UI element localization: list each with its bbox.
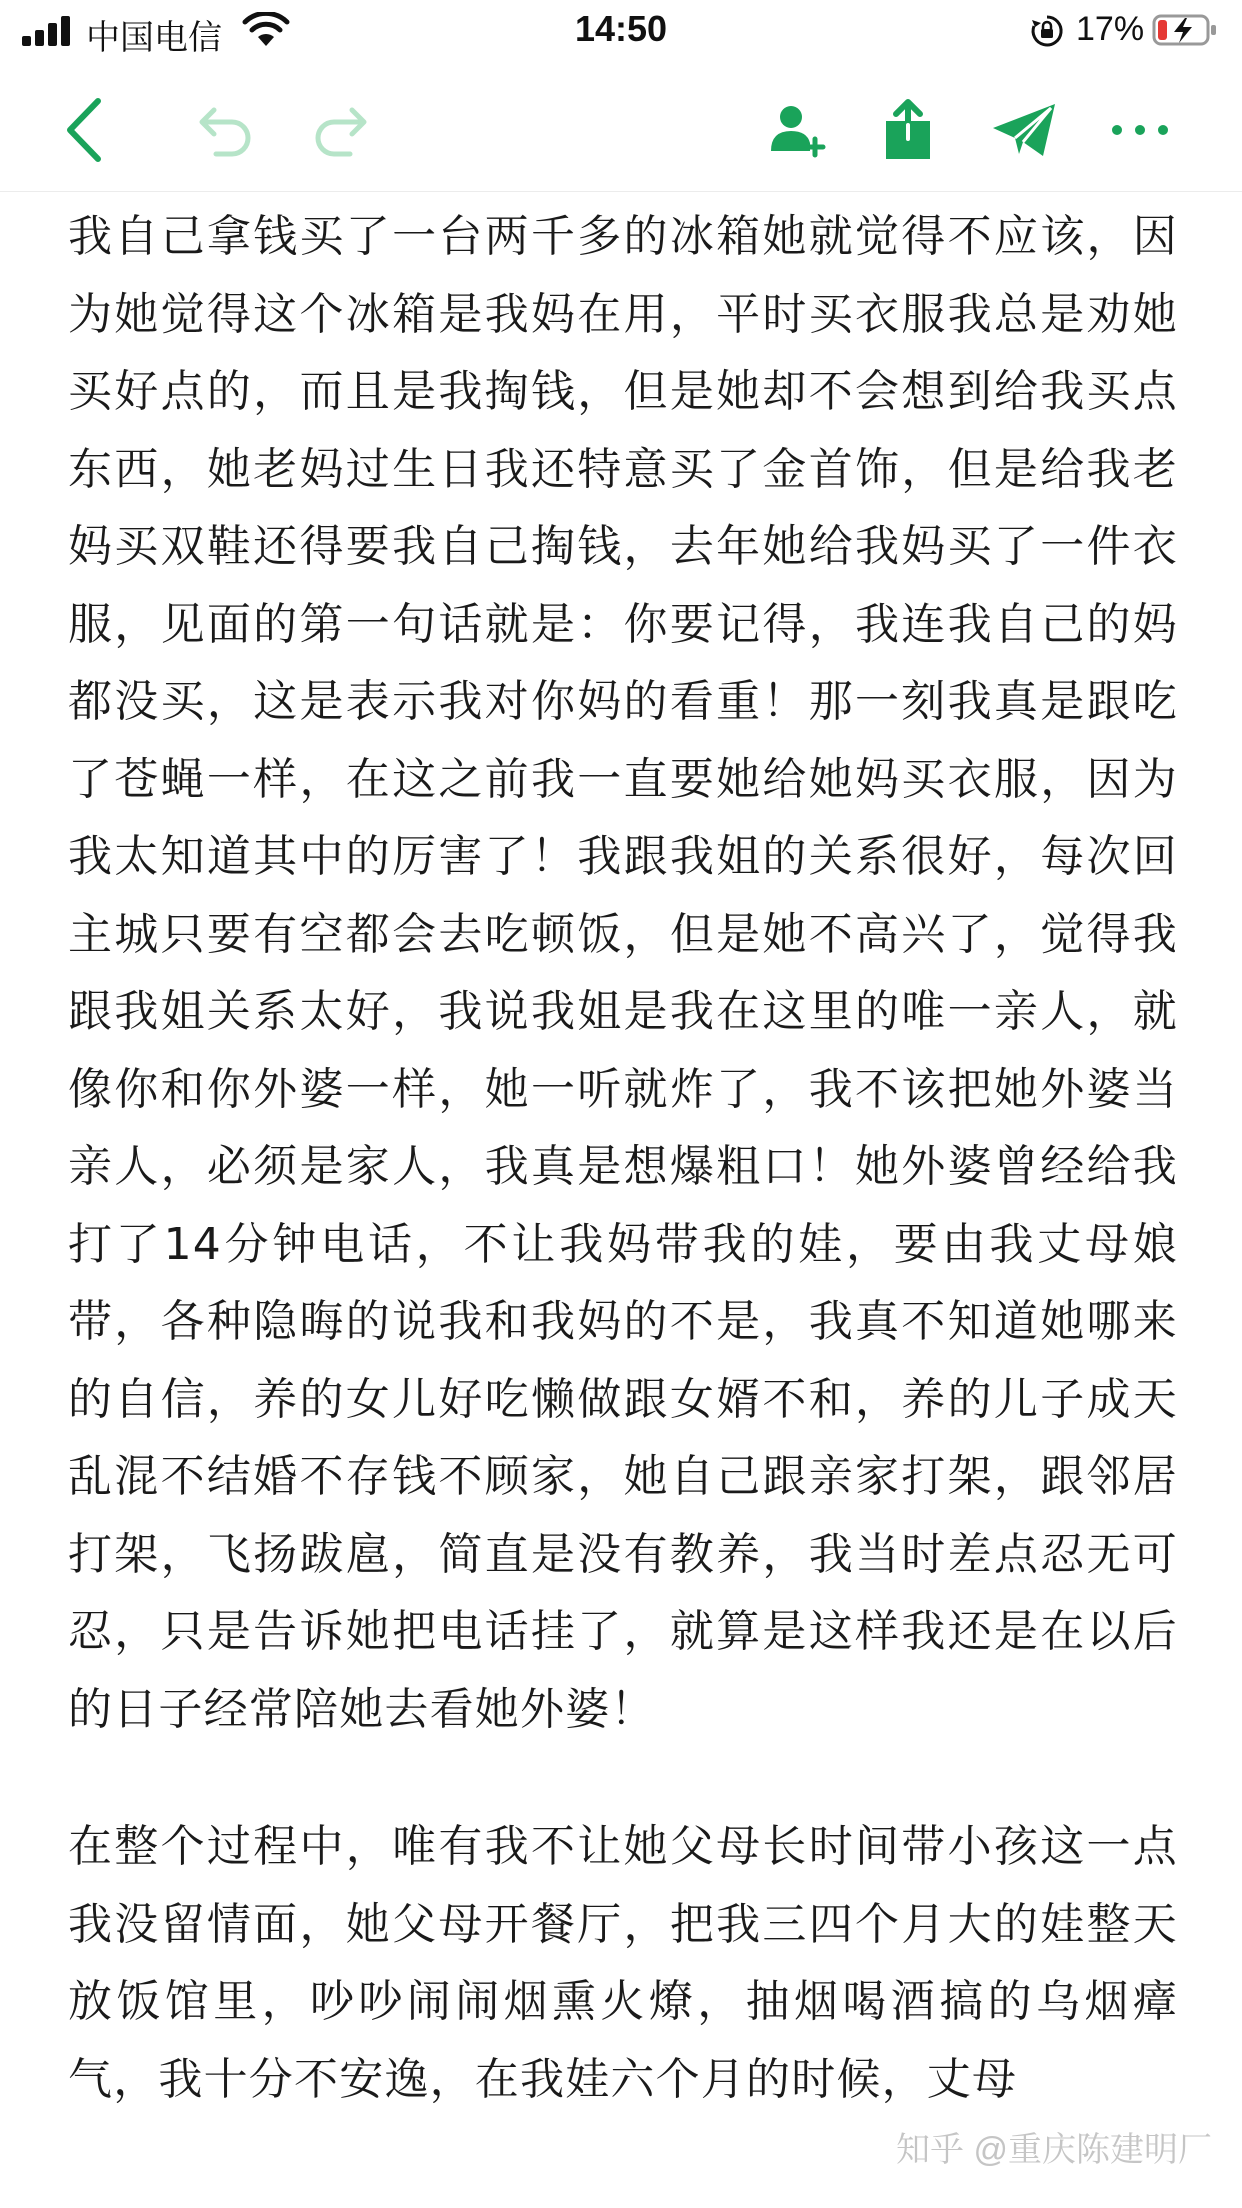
- article-paragraph-2: 在整个过程中，唯有我不让她父母长时间带小孩这一点我没留情面，她父母开餐厅，把我三四个月大的娃整天放饭馆里，吵吵闹闹烟熏火燎，抽烟喝酒搞的乌烟瘴气，我十分不安逸，在我娃六个月的时候，丈母: [68, 1821, 1178, 2105]
- rotation-lock-icon: [1030, 14, 1064, 48]
- editor-toolbar: [0, 66, 1242, 192]
- article-content: [68, 198, 1178, 2118]
- add-person-icon[interactable]: [758, 90, 838, 170]
- back-chevron-icon[interactable]: [44, 90, 124, 170]
- battery-percent: 17%: [1076, 10, 1145, 48]
- carrier-name: 中国电信: [86, 19, 222, 57]
- redo-icon[interactable]: [300, 90, 380, 170]
- more-icon[interactable]: [1100, 90, 1180, 170]
- share-icon[interactable]: [868, 90, 948, 170]
- send-icon[interactable]: [984, 90, 1064, 170]
- paragraph-spacer: [68, 1748, 1178, 1808]
- undo-icon[interactable]: [186, 90, 266, 170]
- watermark-text: 知乎 @重庆陈建明厂: [896, 2131, 1212, 2169]
- status-bar: [0, 0, 1242, 66]
- status-time: 14:50: [574, 8, 668, 49]
- article-paragraph-1: 我自己拿钱买了一台两千多的冰箱她就觉得不应该，因为她觉得这个冰箱是我妈在用，平时买衣服我总是劝她买好点的，而且是我掏钱，但是她却不会想到给我买点东西，她老妈过生日我还特意买了金首饰，但是给我老妈买双鞋还得要我自己掏钱，去年她给我妈买了一件衣服，见面的第一句话就是：你要记得，我连我自己的妈都没买，这是表示我对你妈的看重！那一刻我真是跟吃了苍蝇一样，在这之前我一直要她给她妈买衣服，因为我太知道其中的厉害了！我跟我姐的关系很好，每次回主城只要有空都会去吃顿饭，但是她不高兴了，觉得我跟我姐关系太好，我说我姐是我在这里的唯一亲人，就像你和你外婆一样，她一听就炸了，我不该把她外婆当亲人，必须是家人，我真是想爆粗口！她外婆曾经给我打了14分钟电话，不让我妈带我的娃，要由我丈母娘带，各种隐晦的说我和我妈的不是，我真不知道她哪来的自信，养的女儿好吃懒做跟女婿不和，养的儿子成天乱混不结婚不存钱不顾家，她自己跟亲家打架，跟邻居打架，飞扬跋扈，简直是没有教养，我当时差点忍无可忍，只是告诉她把电话挂了，就算是这样我还是在以后的日子经常陪她去看她外婆！: [68, 211, 1178, 1735]
- battery-charging-icon: [1152, 14, 1218, 46]
